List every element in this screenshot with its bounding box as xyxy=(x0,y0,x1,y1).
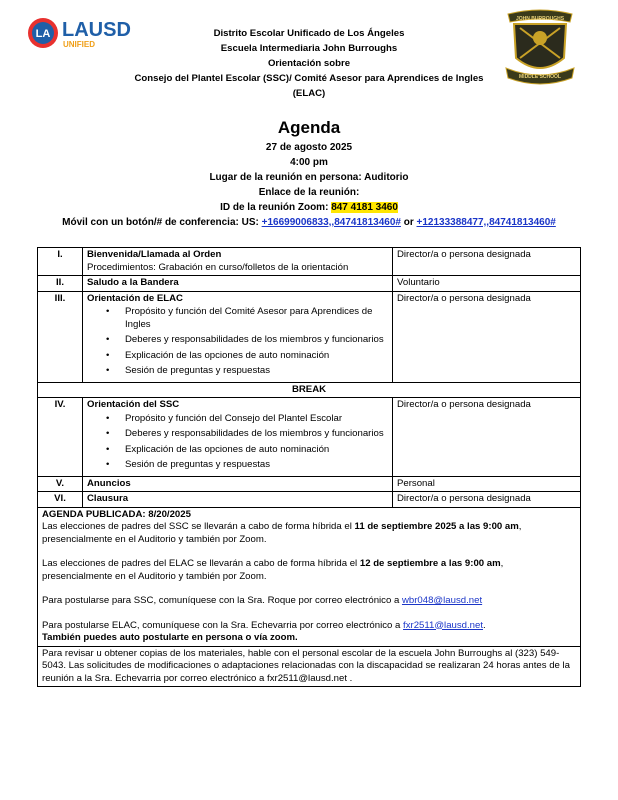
header-district: Distrito Escolar Unificado de Los Ángeles xyxy=(213,28,405,39)
table-row xyxy=(38,248,581,276)
lausd-logo xyxy=(26,16,156,50)
document-header xyxy=(134,26,484,101)
item-number: I. xyxy=(38,248,83,276)
phone-link-1[interactable]: +16699006833,,84741813460# xyxy=(261,217,401,228)
table-row xyxy=(38,492,581,508)
logo-badge: LA xyxy=(35,28,51,40)
list-item: • Explicación de las opciones de auto nominación xyxy=(125,444,388,457)
item-title: Bienvenida/Llamada al Orden xyxy=(87,249,222,260)
list-item: • Propósito y función del Consejo del Plantel Escolar xyxy=(125,413,388,426)
list-item: • Deberes y responsabilidades de los miembros y funcionarios xyxy=(125,428,388,441)
table-row xyxy=(38,291,581,382)
item-title: Saludo a la Bandera xyxy=(83,276,393,292)
item-number: VI. xyxy=(38,492,83,508)
list-item: • Deberes y responsabilidades de los miembros y funcionarios xyxy=(125,334,388,347)
or-text: or xyxy=(403,217,414,228)
table-row xyxy=(38,398,581,477)
list-item: • Propósito y función del Comité Asesor para Aprendices de Ingles xyxy=(125,306,388,331)
phone-link-2[interactable]: +12133388477,,84741813460# xyxy=(416,217,556,228)
item-responsible: Director/a o persona designada xyxy=(393,492,581,508)
item-detail: Procedimientos: Grabación en curso/folletos de la orientación xyxy=(87,261,349,273)
table-row xyxy=(38,507,581,646)
header-orientation: Orientación sobre xyxy=(267,58,351,69)
meeting-date: 27 de agosto 2025 xyxy=(265,142,353,153)
crest-bottom-text: MIDDLE SCHOOL xyxy=(519,74,561,80)
ssc-email-link[interactable]: wbr048@lausd.net xyxy=(401,595,483,606)
logo-subtext: UNIFIED xyxy=(63,40,95,49)
mobile-label: Móvil con un botón/# de conferencia: US: xyxy=(62,217,259,228)
table-row xyxy=(38,476,581,492)
meeting-link-label: Enlace de la reunión: xyxy=(258,187,360,198)
elac-contact: Para postularse ELAC, comuníquese con la Sra. Echevarria por correo electrónico a fxr2511@lausd.net. xyxy=(42,619,486,631)
agenda-info xyxy=(0,118,618,230)
zoom-id: 847 4181 3460 xyxy=(331,202,398,213)
item-title: Orientación de ELAC xyxy=(87,292,183,304)
bullet-list xyxy=(87,306,388,378)
item-title: Orientación del SSC xyxy=(87,399,180,410)
header-elac: (ELAC) xyxy=(292,88,326,99)
item-responsible: Director/a o persona designada xyxy=(393,398,581,477)
table-row xyxy=(38,646,581,687)
item-number: IV. xyxy=(38,398,83,477)
list-item: • Sesión de preguntas y respuestas xyxy=(125,365,388,378)
zoom-id-label: ID de la reunión Zoom: xyxy=(220,202,329,213)
posted-date: AGENDA PUBLICADA: 8/20/2025 xyxy=(42,508,191,520)
item-title: Anuncios xyxy=(83,476,393,492)
crest-top-text: JOHN BURROUGHS xyxy=(515,16,565,22)
copies-note: Para revisar u obtener copias de los materiales, hable con el personal escolar de la escuela John Burroughs al (323) 549-5043. Las solicitudes de modificaciones o adaptaciones relacionadas con la discapacidad se realizaran 24 horas antes de la reunión a la Sra. Echevarria por correo electrónico a fxr2511@lausd.net . xyxy=(38,646,581,687)
list-item: • Explicación de las opciones de auto nominación xyxy=(125,350,388,363)
zoom-id-line xyxy=(0,200,618,215)
item-title: Clausura xyxy=(83,492,393,508)
self-nominate-note: También puedes auto postularte en persona o vía zoom. xyxy=(42,632,298,643)
list-item: • Sesión de preguntas y respuestas xyxy=(125,459,388,472)
bullet-list xyxy=(87,413,388,472)
item-responsible: Personal xyxy=(393,476,581,492)
school-crest xyxy=(500,8,580,88)
logo-text: LAUSD xyxy=(62,19,131,41)
elac-email-link[interactable]: fxr2511@lausd.net xyxy=(403,619,483,631)
elac-election-note: Las elecciones de padres del ELAC se llevarán a cabo de forma híbrida el 12 de septiembre a las 9:00 am, presencialmente en el Auditorio y también por Zoom. xyxy=(42,558,504,582)
header-school: Escuela Intermediaria John Burroughs xyxy=(220,43,398,54)
item-number: III. xyxy=(38,291,83,382)
table-row xyxy=(38,276,581,292)
ssc-election-note: Las elecciones de padres del SSC se llevarán a cabo de forma híbrida el 11 de septiembre 2025 a las 9:00 am, presencialmente en el Auditorio y también por Zoom. xyxy=(42,521,522,545)
notes-cell xyxy=(38,507,581,646)
meeting-time: 4:00 pm xyxy=(290,157,328,168)
ssc-contact: Para postularse para SSC, comuníquese con la Sra. Roque por correo electrónico a wbr048@lausd.net xyxy=(42,595,483,606)
header-council: Consejo del Plantel Escolar (SSC)/ Comité Asesor para Aprendices de Ingles xyxy=(134,73,484,84)
table-row xyxy=(38,382,581,398)
item-responsible: Voluntario xyxy=(393,276,581,292)
agenda-table xyxy=(37,247,581,687)
item-responsible: Director/a o persona designada xyxy=(393,291,581,382)
item-number: II. xyxy=(38,276,83,292)
item-responsible: Director/a o persona designada xyxy=(393,248,581,276)
item-number: V. xyxy=(38,476,83,492)
agenda-title: Agenda xyxy=(277,118,341,137)
break-row: BREAK xyxy=(38,382,581,398)
meeting-location: Lugar de la reunión en persona: Auditorio xyxy=(209,172,409,183)
mobile-line xyxy=(0,215,618,230)
